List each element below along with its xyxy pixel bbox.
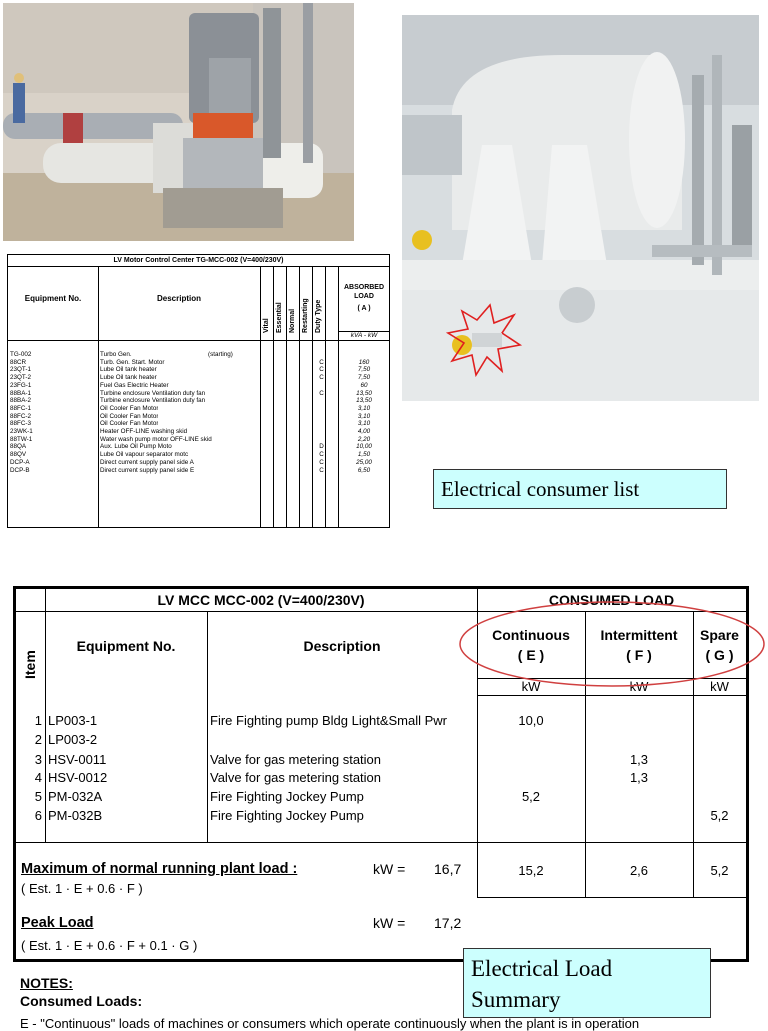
small-row-equipment: 88TW-1 bbox=[10, 435, 33, 443]
small-row-extra: (starting) bbox=[208, 351, 233, 358]
small-row-load: 7,50 bbox=[357, 374, 371, 382]
notes-title: NOTES: bbox=[20, 975, 73, 991]
small-header-restarting: Restarting bbox=[302, 298, 309, 333]
peak-load-formula: ( Est. 1 · E + 0.6 · F + 0.1 · G ) bbox=[21, 938, 198, 953]
spare-header: Spare bbox=[700, 627, 739, 643]
max-e-value: 15,2 bbox=[518, 863, 544, 878]
row-description: Fire Fighting Jockey Pump bbox=[210, 808, 364, 823]
row-item-number: 3 bbox=[34, 752, 42, 767]
small-row-equipment: 23QT-2 bbox=[10, 374, 31, 382]
row-continuous: 10,0 bbox=[518, 713, 544, 728]
max-load-formula: ( Est. 1 · E + 0.6 · F ) bbox=[21, 881, 143, 896]
row-description: Valve for gas metering station bbox=[210, 752, 382, 767]
consumed-load-highlight bbox=[455, 598, 768, 690]
small-row-load: 3,10 bbox=[357, 420, 371, 428]
continuous-sub: ( E ) bbox=[517, 647, 545, 663]
row-equipment: LP003-2 bbox=[48, 732, 98, 747]
row-item-number: 5 bbox=[34, 789, 42, 804]
pump-photo bbox=[3, 3, 354, 241]
small-row-description: Oil Cooler Fan Motor bbox=[100, 404, 159, 412]
spare-sub: ( G ) bbox=[705, 647, 734, 663]
continuous-header: Continuous bbox=[492, 627, 570, 643]
small-row-description: Water wash pump motor OFF-LINE skid bbox=[100, 435, 212, 443]
small-header-normal: Normal bbox=[289, 308, 296, 333]
small-row-description: Aux. Lube Oil Pump Moto bbox=[100, 443, 172, 451]
unit-g: kW bbox=[710, 679, 729, 694]
max-g-value: 5,2 bbox=[710, 863, 729, 878]
description-header: Description bbox=[303, 638, 381, 654]
row-intermittent: 1,3 bbox=[629, 752, 649, 767]
row-item-number: 6 bbox=[34, 808, 42, 823]
small-row-duty: C bbox=[319, 466, 324, 474]
notes-line: E - "Continuous" loads of machines or consumers which operate continuously when the plant is in operation bbox=[20, 1016, 640, 1031]
small-row-equipment: 88QV bbox=[10, 451, 27, 459]
peak-kw-label: kW = bbox=[373, 915, 406, 931]
intermittent-header: Intermittent bbox=[600, 627, 678, 643]
small-row-equipment: 88FC-1 bbox=[10, 404, 31, 412]
load-summary-callout bbox=[463, 948, 711, 1018]
small-row-description: Oil Cooler Fan Motor bbox=[100, 420, 159, 428]
small-row-equipment: 88BA-1 bbox=[10, 389, 32, 397]
small-row-equipment: DCP-B bbox=[10, 466, 30, 474]
load-summary-label-1: Electrical Load bbox=[471, 956, 613, 981]
row-description: Valve for gas metering station bbox=[210, 770, 382, 785]
small-header-vital: Vital bbox=[263, 318, 270, 333]
small-row-duty: C bbox=[319, 458, 324, 466]
small-row-load: 6,50 bbox=[357, 466, 371, 474]
small-row-duty: C bbox=[319, 389, 324, 397]
consumer-list-callout bbox=[433, 469, 727, 509]
row-description: Fire Fighting Jockey Pump bbox=[210, 789, 364, 804]
peak-kw-value: 17,2 bbox=[434, 915, 462, 931]
small-row-load: 25,00 bbox=[356, 458, 372, 466]
row-equipment: PM-032B bbox=[48, 808, 103, 823]
small-row-duty: C bbox=[319, 374, 324, 382]
small-row-description: Fuel Gas Electric Heater bbox=[100, 381, 169, 389]
big-table-title: LV MCC MCC-002 (V=400/230V) bbox=[157, 592, 365, 608]
small-row-equipment: 88CR bbox=[10, 358, 27, 366]
row-item-number: 1 bbox=[34, 713, 42, 728]
small-row-equipment: 88FC-2 bbox=[10, 412, 31, 420]
turbine-photo bbox=[402, 15, 759, 401]
max-kw-value: 16,7 bbox=[434, 861, 462, 877]
small-row-duty: C bbox=[319, 451, 324, 459]
small-row-duty: C bbox=[319, 366, 324, 374]
row-equipment: HSV-0012 bbox=[48, 770, 108, 785]
max-f-value: 2,6 bbox=[629, 863, 649, 878]
small-row-description: Turbo Gen. bbox=[100, 351, 132, 358]
small-header-duty-type: Duty Type bbox=[315, 299, 322, 333]
small-row-load: 7,50 bbox=[357, 366, 371, 374]
small-row-equipment: 88BA-2 bbox=[10, 397, 32, 405]
small-header-absorbed-load: ABSORBED LOAD bbox=[343, 284, 385, 300]
small-row-load: 13,50 bbox=[356, 397, 372, 405]
small-row-load: 2,20 bbox=[357, 435, 371, 443]
equipment-header: Equipment No. bbox=[76, 638, 176, 654]
small-table-title: LV Motor Control Center TG-MCC-002 (V=400/230V) bbox=[8, 255, 389, 267]
mcc-consumer-table bbox=[7, 254, 390, 528]
small-row-description: Oil Cooler Fan Motor bbox=[100, 412, 159, 420]
small-row-duty: D bbox=[319, 443, 324, 451]
small-row-description: Turbine enclosure Ventilation duty fan bbox=[100, 397, 206, 405]
small-row-load: 13,50 bbox=[356, 389, 372, 397]
small-header-equipment: Equipment No. bbox=[24, 294, 82, 303]
consumer-list-label: Electrical consumer list bbox=[441, 477, 640, 501]
small-row-load: 3,10 bbox=[357, 404, 371, 412]
small-row-duty: C bbox=[319, 358, 324, 366]
consumed-load-header: CONSUMED LOAD bbox=[548, 592, 675, 608]
row-equipment: HSV-0011 bbox=[48, 752, 107, 767]
small-row-load: 60 bbox=[360, 381, 368, 389]
small-row-load: 4,00 bbox=[357, 428, 371, 435]
small-header-unit: kVA - kW bbox=[350, 332, 378, 339]
small-row-description: Turbine enclosure Ventilation duty fan bbox=[100, 389, 206, 397]
intermittent-sub: ( F ) bbox=[626, 647, 652, 663]
small-row-equipment: 88FC-3 bbox=[10, 420, 31, 428]
small-row-description: Heater OFF-LINE washing skid bbox=[100, 428, 188, 435]
row-equipment: LP003-1 bbox=[48, 713, 98, 728]
peak-load-label: Peak Load bbox=[21, 915, 94, 931]
small-row-equipment: 23FG-1 bbox=[10, 381, 32, 389]
small-row-description: Turb. Gen. Start. Motor bbox=[100, 358, 165, 366]
small-header-absorbed-sub: ( A ) bbox=[357, 305, 371, 312]
max-kw-label: kW = bbox=[373, 861, 406, 877]
max-load-label: Maximum of normal running plant load : bbox=[21, 861, 298, 877]
small-row-description: Lube Oil tank heater bbox=[100, 366, 157, 374]
small-header-description: Description bbox=[156, 294, 201, 303]
row-intermittent: 1,3 bbox=[629, 770, 649, 785]
row-item-number: 4 bbox=[34, 770, 42, 785]
small-row-description: Direct current supply panel side E bbox=[100, 466, 195, 474]
small-row-load: 10,00 bbox=[356, 443, 372, 451]
unit-f: kW bbox=[629, 679, 649, 694]
row-item-number: 2 bbox=[34, 732, 42, 747]
unit-e: kW bbox=[521, 679, 541, 694]
load-summary-label-2: Summary bbox=[471, 987, 561, 1012]
small-header-essential: Essential bbox=[276, 302, 283, 333]
small-row-description: Lube Oil vapour separator motc bbox=[100, 451, 189, 459]
row-equipment: PM-032A bbox=[48, 789, 103, 804]
small-row-equipment: 88QA bbox=[10, 443, 27, 451]
small-row-equipment: 23QT-1 bbox=[10, 366, 31, 374]
small-row-load: 160 bbox=[358, 358, 370, 366]
small-row-load: 3,10 bbox=[357, 412, 371, 420]
row-spare: 5,2 bbox=[710, 808, 729, 823]
small-row-equipment: 23WK-1 bbox=[10, 428, 33, 435]
small-row-equipment: TG-002 bbox=[10, 351, 32, 358]
item-header: Item bbox=[22, 650, 38, 679]
small-row-equipment: DCP-A bbox=[10, 458, 30, 466]
row-description: Fire Fighting pump Bldg Light&Small Pwr bbox=[210, 713, 447, 728]
small-row-load: 1,50 bbox=[357, 451, 371, 459]
notes-subtitle: Consumed Loads: bbox=[20, 993, 143, 1009]
row-continuous: 5,2 bbox=[521, 789, 541, 804]
small-row-description: Lube Oil tank heater bbox=[100, 374, 157, 382]
small-row-description: Direct current supply panel side A bbox=[100, 458, 194, 466]
